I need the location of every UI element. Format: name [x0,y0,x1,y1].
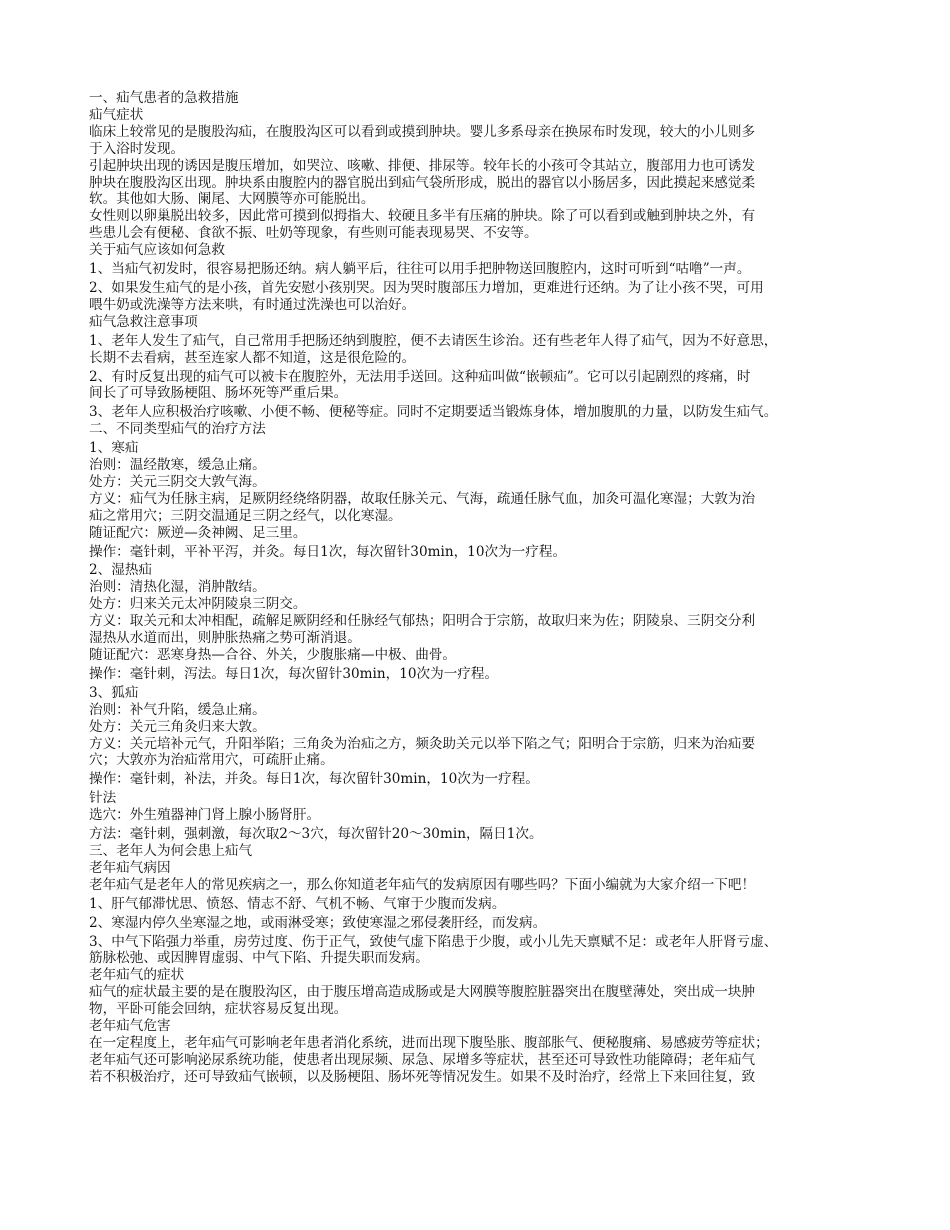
text-line: 疝之常用穴；三阴交温通足三阴之经气，以化寒湿。 [89,507,402,524]
text-line: 老年疝气的症状 [89,967,185,984]
text-line: 1、老年人发生了疝气，自己常用手把肠还纳到腹腔，便不去请医生诊治。还有些老年人得了疝气，因为不好意思， [89,332,778,349]
text-line: 湿热从水道而出，则肿胀热痛之势可渐消退。 [89,630,361,647]
text-line: 处方：归来关元太冲阴陵泉三阴交。 [89,596,307,613]
text-line: 疝气急救注意事项 [89,313,198,330]
text-line: 二、不同类型疝气的治疗方法 [89,421,266,438]
text-line: 些患儿会有便秘、食欲不振、吐奶等现象，有些则可能表现易哭、不安等。 [89,225,538,242]
text-line: 引起肿块出现的诱因是腹压增加，如哭泣、咳嗽、排便、排尿等。较年长的小孩可令其站立，腹部用力也可诱发 [89,157,756,174]
text-line: 间长了可导致肠梗阻、肠坏死等严重后果。 [89,385,348,402]
text-line: 软。其他如大肠、阑尾、大网膜等亦可能脱出。 [89,191,375,208]
text-line: 三、老年人为何会患上疝气 [89,842,253,859]
text-line: 老年疝气病因 [89,859,171,876]
text-line: 长期不去看病，甚至连家人都不知道，这是很危险的。 [89,349,416,366]
text-line: 操作：毫针刺，平补平泻，并灸。每日1次，每次留针30min，10次为一疗程。 [89,543,567,560]
text-line: 在一定程度上，老年疝气可影响老年患者消化系统，进而出现下腹坠胀、腹部胀气、便秘腹痛、易感疲劳等症状； [89,1034,769,1051]
text-line: 方义：关元培补元气，升阳举陷；三角灸为治疝之方，频灸助关元以举下陷之气；阳明合于宗筋，归来为治疝要 [89,735,756,752]
text-line: 老年疝气还可影响泌尿系统功能，使患者出现尿频、尿急、尿增多等症状，甚至还可导致性功能障碍；老年疝气 [89,1051,756,1068]
text-line: 于入浴时发现。 [89,140,185,157]
text-line: 临床上较常见的是腹股沟疝，在腹股沟区可以看到或摸到肿块。婴儿多系母亲在换尿布时发现，较大的小儿则多 [89,123,756,140]
text-line: 操作：毫针刺，泻法。每日1次，每次留针30min，10次为一疗程。 [89,665,499,682]
text-line: 3、老年人应积极治疗咳嗽、小便不畅、便秘等症。同时不定期要适当锻炼身体，增加腹肌的力量，以防发生疝气。 [89,404,778,421]
text-line: 穴；大敦亦为治疝常用穴，可疏肝止痛。 [89,752,334,769]
text-line: 治则：清热化湿，消肿散结。 [89,579,266,596]
text-line: 喂牛奶或洗澡等方法来哄，有时通过洗澡也可以治好。 [89,296,416,313]
text-line: 方法：毫针刺，强刺激，每次取2～3穴，每次留针20～30min，隔日1次。 [89,826,543,843]
text-line: 操作：毫针刺，补法，并灸。每日1次，每次留针30min，10次为一疗程。 [89,771,539,788]
text-line: 随证配穴：厥逆—灸神阙、足三里。 [89,524,307,541]
text-line: 老年疝气是老年人的常见疾病之一，那么你知道老年疝气的发病原因有哪些吗？下面小编就为大家介绍一下吧！ [89,876,756,893]
text-line: 1、肝气郁滞忧思、愤怒、情志不舒、气机不畅、气窜于少腹而发病。 [89,895,506,912]
text-line: 物，平卧可能会回纳，症状容易反复出现。 [89,1001,348,1018]
text-line: 治则：温经散寒，缓急止痛。 [89,457,266,474]
text-line: 女性则以卵巢脱出较多，因此常可摸到似拇指大、较硬且多半有压痛的肿块。除了可以看到或触到肿块之外，有 [89,208,756,225]
text-line: 若不积极治疗，还可导致疝气嵌顿，以及肠梗阻、肠坏死等情况发生。如果不及时治疗，经常上下来回往复，致 [89,1068,756,1085]
text-line: 1、当疝气初发时，很容易把肠还纳。病人躺平后，往往可以用手把肿物送回腹腔内，这时可听到“咕噜”一声。 [89,261,751,278]
text-line: 疝气的症状最主要的是在腹股沟区，由于腹压增高造成肠或是大网膜等腹腔脏器突出在腹壁薄处，突出成一块肿 [89,984,756,1001]
text-line: 随证配穴：恶寒身热—合谷、外关，少腹胀痛—中极、曲骨。 [89,647,457,663]
text-line: 3、中气下陷强力举重，房劳过度、伤于正气，致使气虚下陷患于少腹，或小儿先天禀赋不足：或老年人肝肾亏虚、 [89,933,778,950]
document-body [89,90,877,1086]
text-line: 选穴：外生殖器神门肾上腺小肠肾肝。 [89,807,321,824]
text-line: 针法 [89,790,117,807]
text-line: 关于疝气应该如何急救 [89,242,225,259]
text-line: 老年疝气危害 [89,1018,171,1035]
text-line: 2、有时反复出现的疝气可以被卡在腹腔外，无法用手送回。这种疝叫做“嵌顿疝”。它可以引起剧烈的疼痛，时 [89,368,751,385]
text-line: 处方：关元三角灸归来大敦。 [89,718,266,735]
text-line: 疝气症状 [89,106,144,123]
text-line: 治则：补气升陷，缓急止痛。 [89,701,266,718]
text-line: 2、如果发生疝气的是小孩，首先安慰小孩别哭。因为哭时腹部压力增加，更难进行还纳。为了让小孩不哭，可用 [89,279,764,296]
text-line: 处方：关元三阴交大敦气海。 [89,473,266,490]
text-line: 1、寒疝 [89,440,139,457]
text-line: 方义：疝气为任脉主病，足厥阴经绕络阴器，故取任脉关元、气海，疏通任脉气血，加灸可温化寒湿；大敦为治 [89,490,756,507]
text-line: 3、狐疝 [89,684,139,701]
text-line: 肿块在腹股沟区出现。肿块系由腹腔内的器官脱出到疝气袋所形成，脱出的器官以小肠居多，因此摸起来感觉柔 [89,174,756,191]
text-line: 2、湿热疝 [89,562,153,579]
text-line: 方义：取关元和太冲相配，疏解足厥阴经和任脉经气郁热；阳明合于宗筋，故取归来为佐；阴陵泉、三阴交分利 [89,613,756,630]
text-line: 一、疝气患者的急救措施 [89,90,239,106]
text-line: 筋脉松弛、或因脾胃虚弱、中气下陷、升提失职而发病。 [89,950,429,967]
text-line: 2、寒湿内停久坐寒湿之地，或雨淋受寒；致使寒湿之邪侵袭肝经，而发病。 [89,914,547,931]
